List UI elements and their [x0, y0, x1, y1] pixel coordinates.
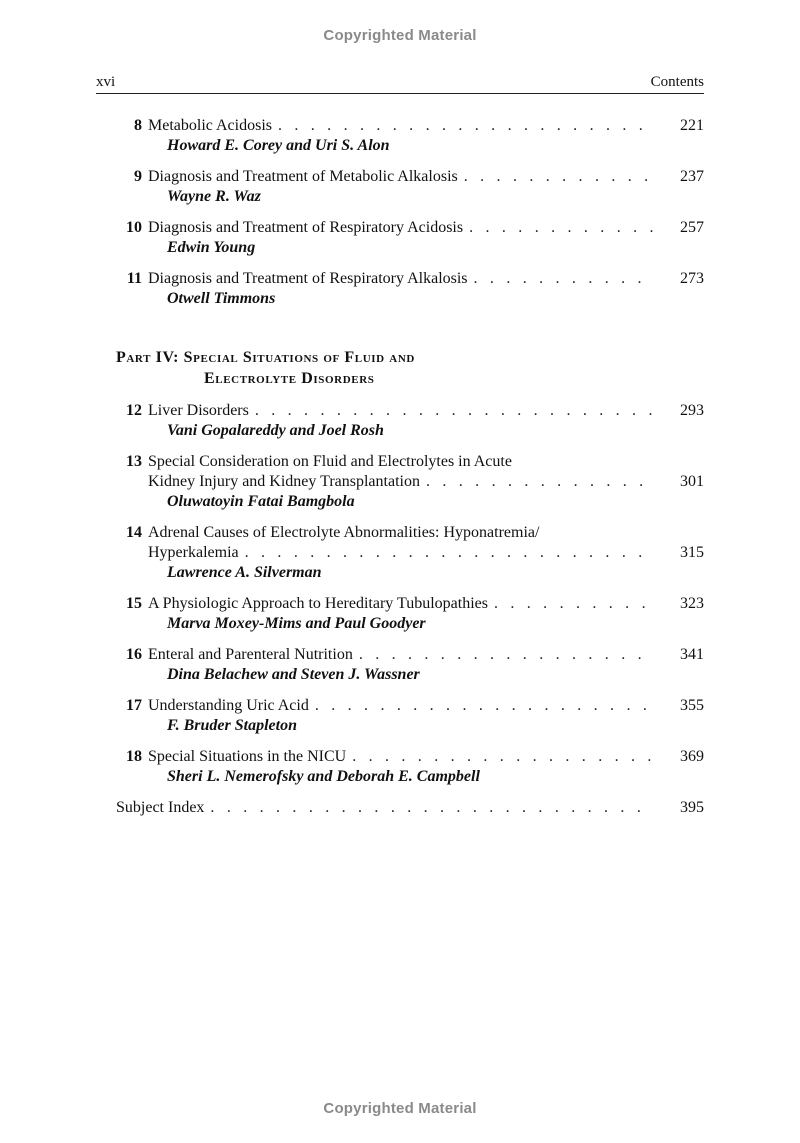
toc-entry-14[interactable] — [96, 523, 704, 583]
chapter-title: Enteral and Parenteral Nutrition — [148, 646, 353, 663]
chapter-title-line-1: Adrenal Causes of Electrolyte Abnormalities: Hyponatremia/ — [148, 524, 540, 541]
page-number: 273 — [680, 270, 704, 287]
page-number: 301 — [680, 473, 704, 490]
toc-entry-12[interactable] — [96, 401, 704, 441]
page-number: 257 — [680, 219, 704, 236]
chapter-title: Diagnosis and Treatment of Respiratory Alkalosis — [148, 270, 468, 287]
chapter-title: Understanding Uric Acid — [148, 697, 309, 714]
chapter-authors: Lawrence A. Silverman — [167, 564, 322, 581]
part-heading-line-1: Part IV: Special Situations of Fluid and — [116, 349, 415, 366]
chapter-number: 9 — [134, 168, 142, 185]
page-number: 315 — [680, 544, 704, 561]
page-number: 323 — [680, 595, 704, 612]
chapter-title-line-1: Special Consideration on Fluid and Electrolytes in Acute — [148, 453, 512, 470]
toc-entry-subject-index[interactable] — [96, 798, 704, 818]
dot-leader — [315, 696, 654, 716]
chapter-authors: Edwin Young — [167, 239, 256, 256]
chapter-title: Metabolic Acidosis — [148, 117, 272, 134]
page-number: 395 — [680, 799, 704, 816]
page-number: 355 — [680, 697, 704, 714]
chapter-authors: Wayne R. Waz — [167, 188, 261, 205]
chapter-number: 12 — [126, 402, 142, 419]
toc-entry-11[interactable] — [96, 269, 704, 309]
chapter-number: 8 — [134, 117, 142, 134]
chapter-title: Special Situations in the NICU — [148, 748, 347, 765]
index-title: Subject Index — [116, 799, 205, 816]
page-folio: xvi — [96, 74, 116, 90]
part-heading-line-2: Electrolyte Disorders — [204, 370, 375, 387]
chapter-number: 18 — [126, 748, 142, 765]
part-heading — [116, 347, 704, 389]
running-head — [96, 74, 704, 94]
dot-leader — [464, 167, 654, 187]
toc-entry-13[interactable] — [96, 452, 704, 512]
copyright-watermark-top: Copyrighted Material — [323, 27, 477, 44]
chapter-title: A Physiologic Approach to Hereditary Tubulopathies — [148, 595, 488, 612]
dot-leader — [426, 472, 654, 492]
toc-entry-10[interactable] — [96, 218, 704, 258]
chapter-authors: Marva Moxey-Mims and Paul Goodyer — [167, 615, 426, 632]
toc-entry-9[interactable] — [96, 167, 704, 207]
chapter-title: Kidney Injury and Kidney Transplantation — [148, 473, 420, 490]
toc-entry-18[interactable] — [96, 747, 704, 787]
chapter-title: Diagnosis and Treatment of Respiratory Acidosis — [148, 219, 464, 236]
dot-leader — [278, 116, 654, 136]
dot-leader — [210, 798, 654, 818]
copyright-watermark-bottom: Copyrighted Material — [323, 1100, 477, 1117]
chapter-authors: Dina Belachew and Steven J. Wassner — [167, 666, 420, 683]
dot-leader — [255, 401, 654, 421]
chapter-authors: Howard E. Corey and Uri S. Alon — [167, 137, 390, 154]
toc-entry-16[interactable] — [96, 645, 704, 685]
chapter-authors: Oluwatoyin Fatai Bamgbola — [167, 493, 355, 510]
dot-leader — [494, 594, 654, 614]
chapter-authors: Vani Gopalareddy and Joel Rosh — [167, 422, 384, 439]
dot-leader — [352, 747, 654, 767]
page-number: 237 — [680, 168, 704, 185]
running-head-title: Contents — [650, 74, 704, 90]
table-of-contents — [96, 116, 704, 818]
chapter-title: Liver Disorders — [148, 402, 249, 419]
chapter-title: Diagnosis and Treatment of Metabolic Alkalosis — [148, 168, 458, 185]
toc-entry-8[interactable] — [96, 116, 704, 156]
page-number: 341 — [680, 646, 704, 663]
chapter-number: 15 — [126, 595, 142, 612]
toc-entry-17[interactable] — [96, 696, 704, 736]
page-number: 369 — [680, 748, 704, 765]
chapter-number: 13 — [126, 453, 142, 470]
chapter-authors: Sheri L. Nemerofsky and Deborah E. Campbell — [167, 768, 480, 785]
toc-entry-15[interactable] — [96, 594, 704, 634]
chapter-number: 16 — [126, 646, 142, 663]
page-number: 293 — [680, 402, 704, 419]
chapter-number: 17 — [126, 697, 142, 714]
chapter-title: Hyperkalemia — [148, 544, 239, 561]
chapter-authors: Otwell Timmons — [167, 290, 276, 307]
chapter-number: 10 — [126, 219, 142, 236]
chapter-number: 14 — [126, 524, 142, 541]
chapter-authors: F. Bruder Stapleton — [167, 717, 297, 734]
dot-leader — [469, 218, 654, 238]
chapter-number: 11 — [126, 270, 142, 287]
page-number: 221 — [680, 117, 704, 134]
dot-leader — [474, 269, 654, 289]
dot-leader — [359, 645, 654, 665]
dot-leader — [245, 543, 654, 563]
